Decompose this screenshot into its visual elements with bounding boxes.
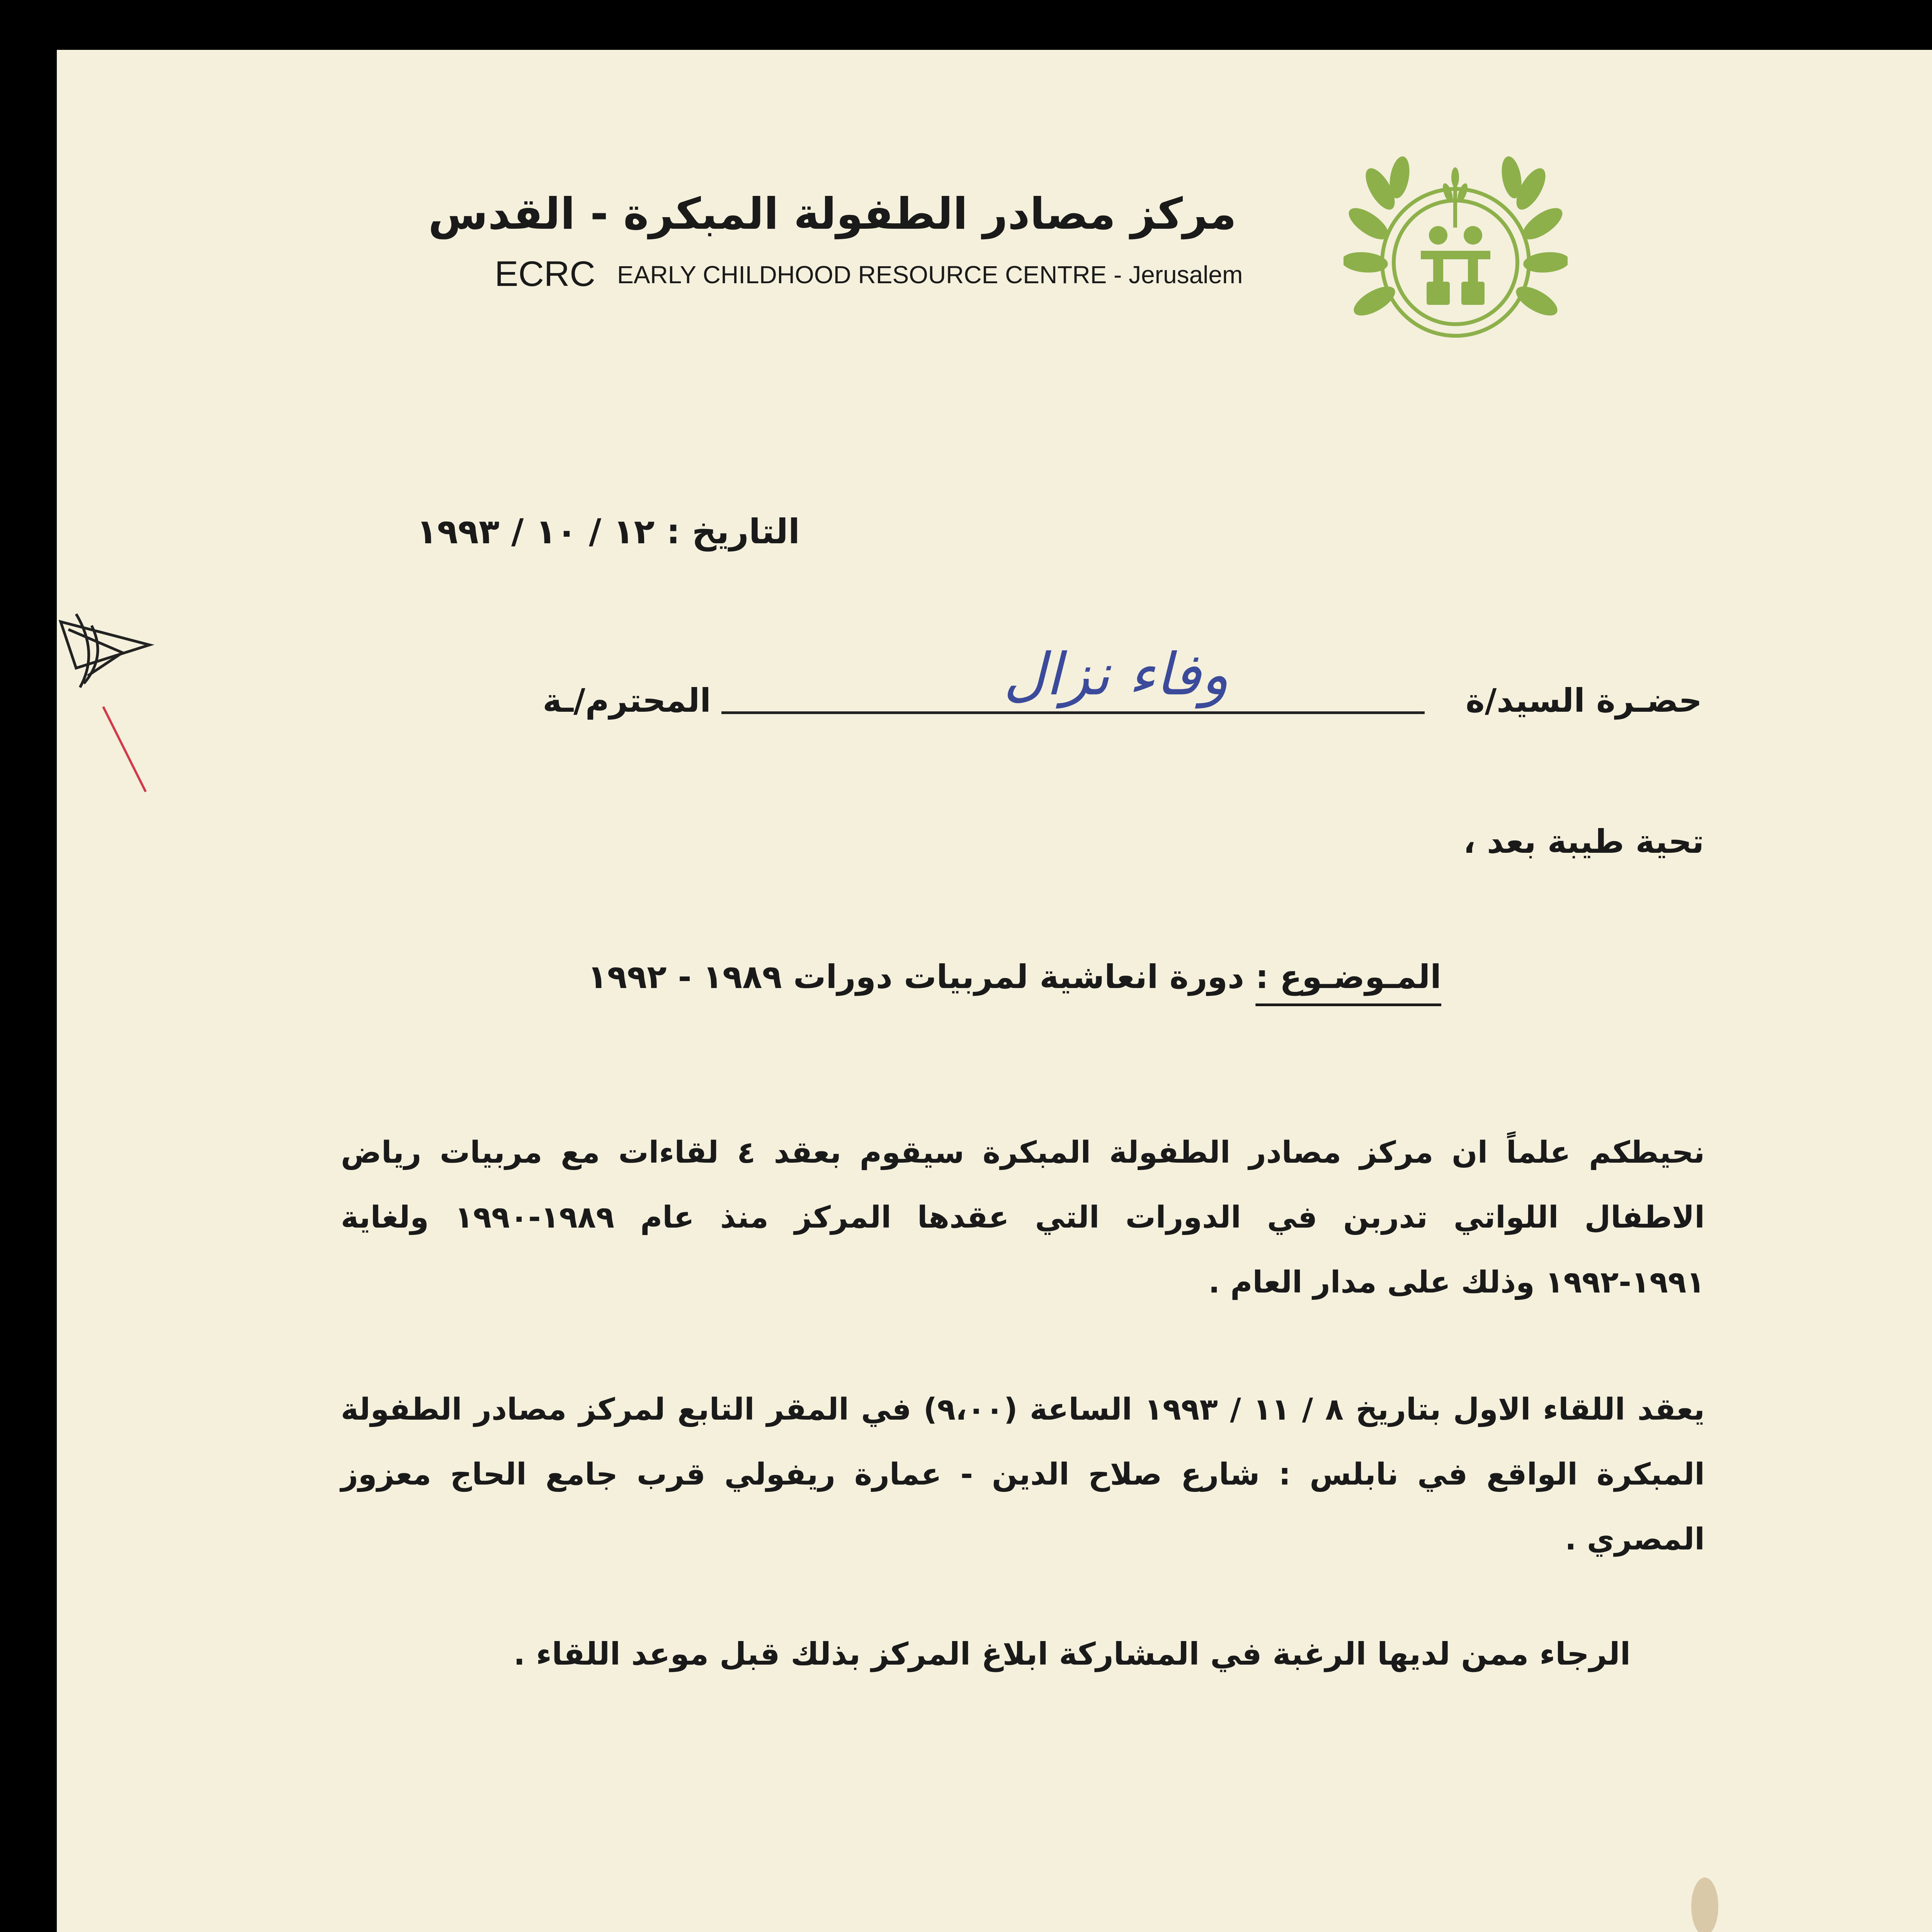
recipient-handwritten-name: وفاء نزال [1003,641,1229,708]
org-acronym: ECRC [495,254,595,294]
letter-page [57,50,1932,1932]
subject-label: المـوضـوع : [1255,958,1441,996]
date-label: التاريخ : [666,512,800,551]
body-paragraph-2: يعقد اللقاء الاول بتاريخ ٨ / ١١ / ١٩٩٣ الساعة (٩،٠٠) في المقر التابع لمركز مصادر الطفولة المبكرة الواقع في نابلس : شارع صلاح الدين - عمارة ريفولي قرب جامع الحاج معزوز المصري . [341,1392,1705,1557]
subject-text: دورة انعاشية لمربيات دورات ١٩٨٩ - ١٩٩٢ [587,958,1244,996]
greeting: تحية طيبة بعد ، [1463,823,1704,861]
date-value: ١٢ / ١٠ / ١٩٩٣ [416,512,655,551]
subject-line [587,958,1441,996]
body-paragraph-1: نحيطكم علماً ان مركز مصادر الطفولة المبكرة سيقوم بعقد ٤ لقاءات مع مربيات رياض الاطفال اللواتي تدربن في الدورات التي عقدها المركز منذ عام ١٩٨٩-١٩٩٠ ولغاية ١٩٩١-١٩٩٢ وذلك على مدار العام . [341,1135,1705,1300]
org-name-arabic: مركز مصادر الطفولة المبكرة - القدس [428,189,1236,239]
org-name-english: EARLY CHILDHOOD RESOURCE CENTRE - Jerusalem [617,261,1243,289]
recipient-underline [721,711,1425,714]
body-paragraph-3: الرجاء ممن لديها الرغبة في المشاركة ابلاغ المركز بذلك قبل موعد اللقاء . [513,1636,1631,1672]
ecrc-logo-icon [1344,135,1568,382]
date-line [417,512,800,551]
recipient-suffix: المحترم/ـة [543,682,711,719]
margin-scribble-icon [53,591,184,807]
paper-stain [1691,1878,1718,1932]
recipient-prefix: حضـرة السيد/ة [1466,682,1702,719]
